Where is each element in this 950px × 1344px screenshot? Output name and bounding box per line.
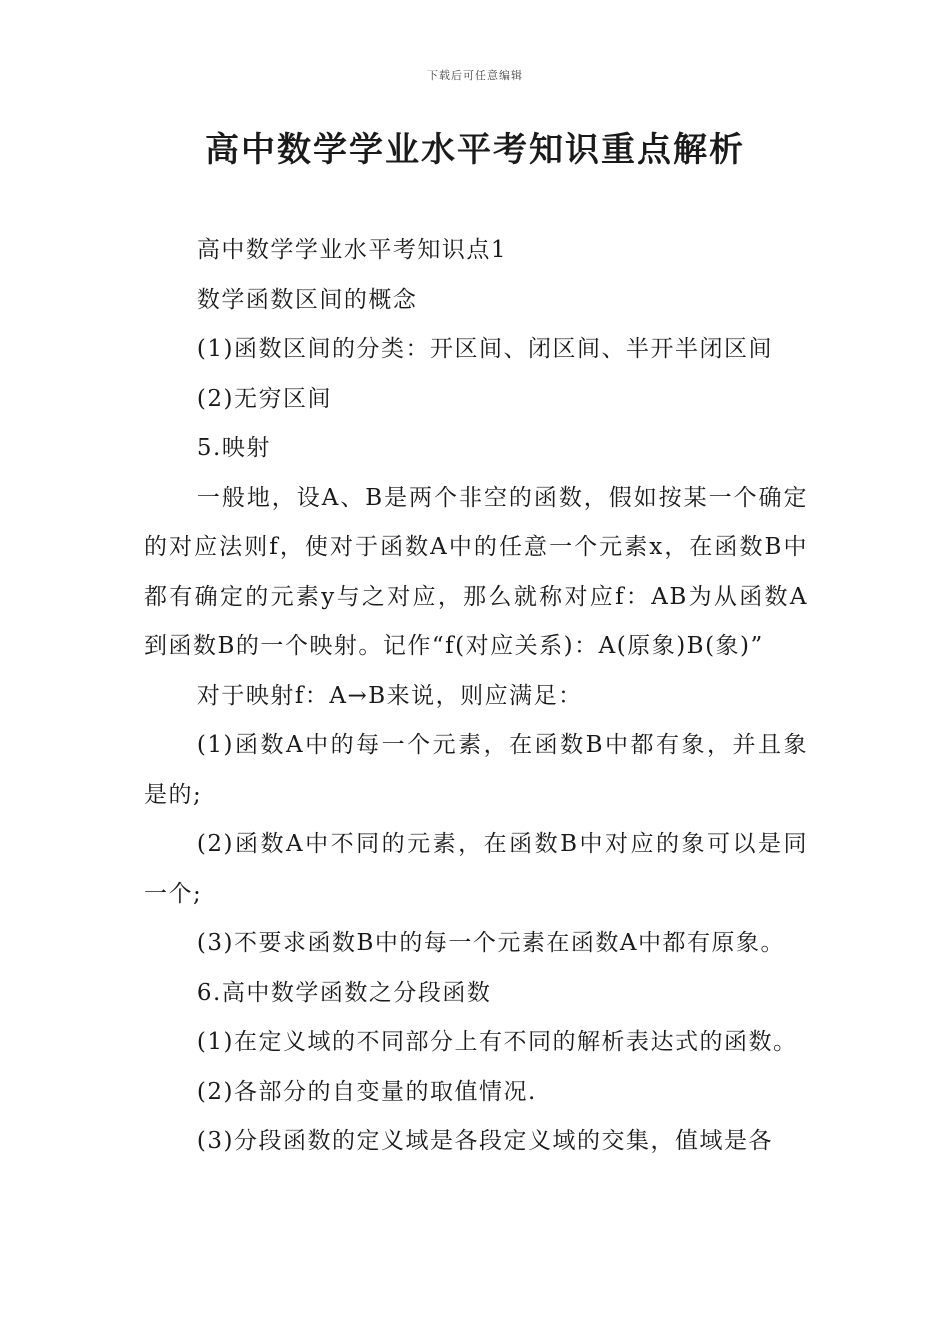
paragraph: 6.高中数学函数之分段函数 <box>196 979 492 1006</box>
paragraph: 对于映射f：A→B来说，则应满足： <box>196 682 583 709</box>
paragraph: 数学函数区间的概念 <box>196 286 418 313</box>
paragraph: (3)不要求函数B中的每一个元素在函数A中都有原象。 <box>196 930 785 956</box>
header-note: 下载后可任意编辑 <box>427 69 523 82</box>
paragraph: 一般地，设A、B是两个非空的函数，假如按某一个确定的对应法则f，使对于函数A中的任意一个元素x，在函数B中都有确定的元素y与之对应，那么就称对应f：AB为从函数A到函数B的一个映射。记作“f(对应关系)：A(原象)B(象)” <box>144 484 808 659</box>
paragraph: (2)函数A中不同的元素，在函数B中对应的象可以是同一个; <box>144 831 808 907</box>
paragraph: (3)分段函数的定义域是各段定义域的交集，值域是各 <box>196 1128 773 1154</box>
document-title: 高中数学学业水平考知识重点解析 <box>205 130 745 170</box>
paragraph: (1)函数区间的分类：开区间、闭区间、半开半闭区间 <box>196 336 773 362</box>
paragraph: 高中数学学业水平考知识点1 <box>196 237 508 263</box>
paragraph: (2)各部分的自变量的取值情况. <box>196 1078 537 1105</box>
paragraph: (2)无穷区间 <box>196 385 332 412</box>
document-body <box>144 226 808 1167</box>
paragraph: (1)函数A中的每一个元素，在函数B中都有象，并且象是的; <box>144 732 808 808</box>
paragraph: 5.映射 <box>196 435 271 461</box>
paragraph: (1)在定义域的不同部分上有不同的解析表达式的函数。 <box>196 1029 798 1055</box>
